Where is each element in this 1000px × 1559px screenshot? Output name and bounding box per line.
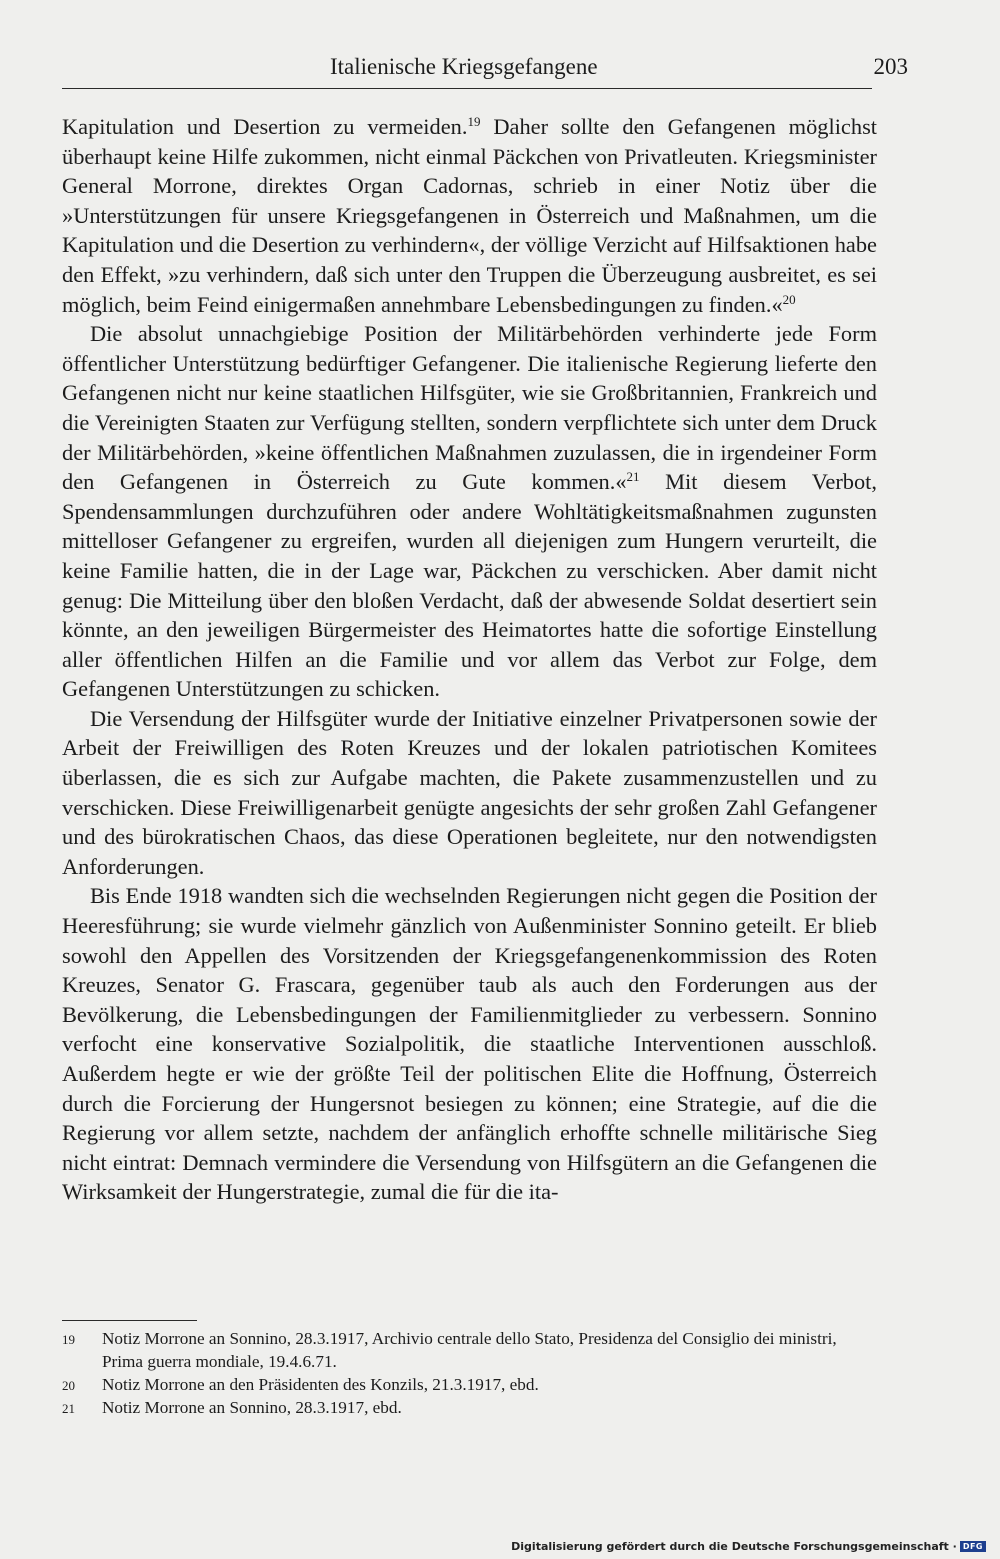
paragraph-2-text-b: Mit diesem Verbot, Spendensammlungen durchzuführen oder andere Wohltätigkeitsmaßnahmen zugunsten mittelloser Gefangener zu ergreifen, wurden all diejenigen zum Hungern verurteilt, die keine Familie hatten, die in der Lage war, Päckchen zu verschicken. Aber damit nicht genug: Die Mitteilung über den bloßen Verdacht, daß der abwesende Soldat desertiert sein könnte, an den jeweiligen Bürgermeister des Heimatortes hatte die sofortige Einstellung aller öffentlichen Hilfen an die Familie und vor allem das Verbot zur Folge, dem Gefangenen Unterstützungen zu schicken. [62, 469, 877, 702]
footnote-ref-21: 21 [626, 469, 640, 485]
footnote-number: 20 [62, 1377, 75, 1393]
running-head [62, 52, 938, 86]
digitization-credit [511, 1540, 986, 1553]
paragraph-3: Die Versendung der Hilfsgüter wurde der Initiative einzelner Privatpersonen sowie der Arbeit der Freiwilligen des Roten Kreuzes und der lokalen patriotischen Komitees überlassen, die es sich zur Aufgabe machten, die Pakete zusammenzustellen und zu verschicken. Diese Freiwilligenarbeit genügte angesichts der sehr großen Zahl Gefangener und des bürokratischen Chaos, das diese Operationen begleitete, nur den notwendigsten Anforderungen. [62, 705, 877, 879]
header-rule [62, 88, 872, 89]
footnote [62, 1374, 877, 1398]
footnote-number: 21 [62, 1401, 75, 1417]
footnote-ref-20: 20 [782, 291, 796, 307]
page-number: 203 [873, 54, 908, 79]
paragraph-1-text-b: Daher sollte den Gefangenen möglichst überhaupt keine Hilfe zukommen, nicht einmal Päckchen von Privatleuten. Kriegsminister General Morrone, direktes Organ Cadornas, schrieb in einer Notiz über die »Unterstützungen für unsere Kriegsgefangenen in Österreich und Maßnahmen, um die Kapitulation und die Desertion zu verhindern«, der völlige Verzicht auf Hilfsaktionen habe den Effekt, »zu verhindern, daß sich unter den Truppen die Überzeugung ausbreitet, es sei möglich, beim Feind einigermaßen annehmbare Lebensbedingungen zu finden.« [62, 114, 877, 317]
credit-text: Digitalisierung gefördert durch die Deutsche Forschungsgemeinschaft · [511, 1540, 957, 1553]
footnotes [62, 1328, 877, 1421]
footnote-text: Notiz Morrone an Sonnino, 28.3.1917, ebd. [102, 1398, 402, 1418]
paragraph-1-text-a: Kapitulation und Desertion zu vermeiden. [62, 114, 468, 139]
dfg-logo-icon: DFG [960, 1541, 986, 1552]
footnote [62, 1328, 877, 1374]
footnote-rule [62, 1320, 197, 1321]
body-text [62, 112, 877, 1207]
paragraph-2 [62, 319, 877, 704]
footnote-text: Notiz Morrone an Sonnino, 28.3.1917, Archivio centrale dello Stato, Presidenza del Consiglio dei ministri, Prima guerra mondiale, 19.4.6.71. [102, 1329, 837, 1371]
paragraph-2-text-a: Die absolut unnachgiebige Position der Militärbehörden verhinderte jede Form öffentlicher Unterstützung bedürftiger Gefangener. Die italienische Regierung lieferte den Gefangenen nicht nur keine staatlichen Hilfsgüter, wie sie Großbritannien, Frankreich und die Vereinigten Staaten zur Verfügung stellten, sondern verpflichtete sich unter dem Druck der Militärbehörden, »keine öffentlichen Maßnahmen zuzulassen, die in irgendeiner Form den Gefangenen in Österreich zu Gute kommen.« [62, 321, 877, 495]
paragraph-1 [62, 112, 877, 319]
footnote-ref-19: 19 [467, 114, 481, 129]
running-title: Italienische Kriegsgefangene [330, 54, 598, 79]
footnote-number: 19 [62, 1332, 75, 1347]
paragraph-4: Bis Ende 1918 wandten sich die wechselnden Regierungen nicht gegen die Position der Heeresführung; sie wurde vielmehr gänzlich von Außenminister Sonnino geteilt. Er blieb sowohl den Appellen des Vorsitzenden der Kriegsgefangenenkommission des Roten Kreuzes, Senator G. Frascara, gegenüber taub als auch den Forderungen aus der Bevölkerung, die Lebensbedingungen der Familienmitglieder zu verbessern. Sonnino verfocht eine konservative Sozialpolitik, die staatliche Interventionen ausschloß. Außerdem hegte er wie der größte Teil der politischen Elite die Hoffnung, Österreich durch die Forcierung der Hungersnot besiegen zu können; eine Strategie, auf die die Regierung vor allem setzte, nachdem der anfänglich erhoffte schnelle militärische Sieg nicht eintrat: Demnach vermindere die Versendung von Hilfsgütern an die Gefangenen die Wirksamkeit der Hungerstrategie, zumal die für die ita- [62, 883, 877, 1205]
footnote-text: Notiz Morrone an den Präsidenten des Konzils, 21.3.1917, ebd. [102, 1374, 539, 1394]
footnote [62, 1397, 877, 1421]
